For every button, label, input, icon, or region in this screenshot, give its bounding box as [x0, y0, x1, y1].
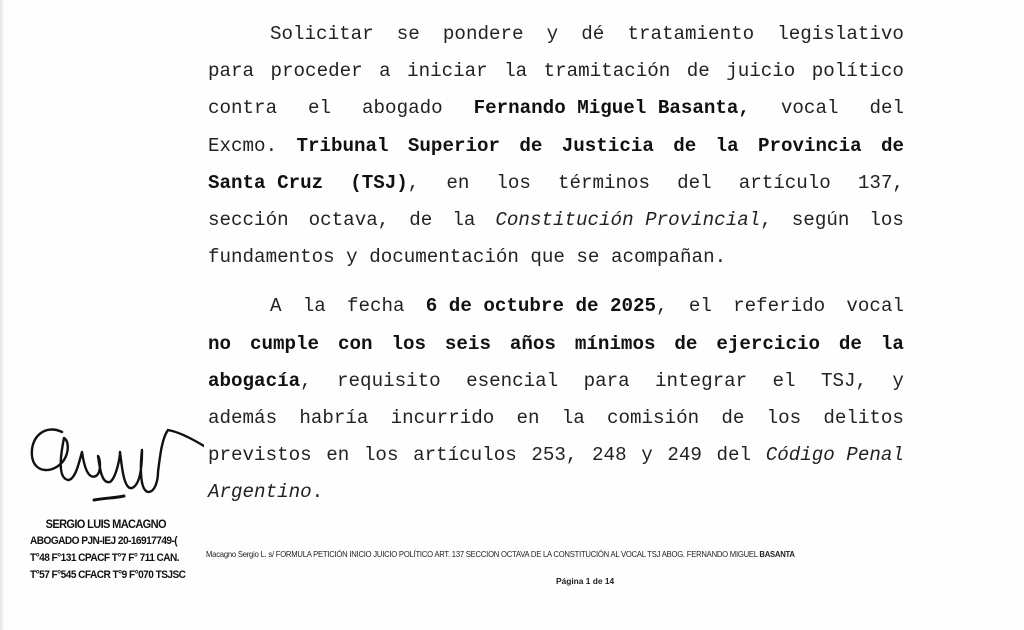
- lawyer-stamp: [30, 516, 185, 584]
- word: el: [308, 97, 332, 120]
- handwritten-signature-icon: [24, 418, 204, 518]
- word: esencial: [466, 369, 559, 392]
- word: requisito: [337, 369, 441, 392]
- word: fundamentos: [208, 246, 335, 269]
- paragraph-gap: [208, 276, 904, 288]
- word: los: [391, 332, 426, 355]
- word: 253,: [531, 444, 578, 467]
- word: sección: [208, 208, 289, 231]
- word: los: [869, 208, 904, 231]
- word: a: [379, 60, 391, 83]
- word: la: [504, 60, 528, 83]
- text-line: [208, 437, 904, 474]
- footer-title-text: Macagno Sergio L. s/ FORMULA PETICIÓN INICIO JUICIO POLÍTICO ART. 137 SECCION OCTAVA DE LA CONSTITUCIÓN AL VOCAL TSJ ABOG. FERNANDO MIGUEL: [206, 549, 760, 559]
- word: la: [880, 332, 904, 355]
- word: Superior: [407, 134, 501, 157]
- word: y: [346, 246, 358, 269]
- word: la: [302, 295, 326, 318]
- word: los: [766, 406, 802, 429]
- word: para: [583, 369, 630, 392]
- footer-title-bold: BASANTA: [759, 549, 795, 559]
- word: los: [363, 444, 399, 467]
- word: con: [337, 332, 373, 355]
- word: integrar: [655, 369, 748, 392]
- word: 137,: [857, 171, 904, 194]
- word: delitos: [823, 406, 904, 429]
- text-line: [208, 288, 904, 325]
- text-line: [208, 90, 904, 127]
- word: vocal: [780, 97, 839, 120]
- word: Fernando Miguel Basanta,: [473, 97, 750, 120]
- word: documentación: [369, 246, 519, 269]
- word: no: [208, 332, 232, 355]
- word: A: [270, 295, 282, 318]
- text-line: [208, 16, 904, 53]
- word: dé: [581, 23, 605, 45]
- text-line: [208, 202, 904, 239]
- word: para: [208, 60, 255, 83]
- word: proceder: [270, 60, 363, 83]
- word: comisión: [606, 406, 700, 429]
- word: referido: [733, 295, 826, 318]
- word: octava,: [308, 208, 390, 231]
- word: del: [677, 171, 712, 194]
- stamp-line: T°48 F°131 CPACF T°7 F° 711 CAN.: [30, 552, 180, 564]
- word: Código Penal: [765, 444, 904, 467]
- word: de: [519, 134, 543, 157]
- word: de: [880, 134, 904, 157]
- word: de: [674, 332, 698, 355]
- word: Solicitar: [270, 23, 374, 45]
- word: en: [516, 406, 540, 429]
- paragraph: [208, 288, 904, 511]
- word: y: [641, 444, 653, 467]
- word: Argentino.: [208, 481, 324, 504]
- word: pondere: [442, 23, 524, 45]
- page-edge-shadow: [0, 0, 4, 630]
- word: en: [326, 444, 350, 467]
- word: fecha: [346, 295, 405, 318]
- word: tramitación: [543, 60, 671, 83]
- word: (TSJ),: [350, 171, 420, 194]
- word: de: [673, 134, 697, 157]
- word: términos: [557, 171, 651, 194]
- word: Excmo.: [208, 134, 278, 157]
- word: de: [721, 406, 745, 429]
- word: el: [772, 369, 796, 392]
- word: la: [715, 134, 739, 157]
- text-line: [208, 128, 904, 165]
- document-body: [208, 16, 904, 511]
- word: artículo: [738, 171, 831, 194]
- word: 6 de octubre de 2025,: [425, 295, 668, 318]
- word: la: [561, 406, 585, 429]
- word: en: [446, 171, 470, 194]
- text-line: [208, 363, 904, 400]
- word: abogado: [362, 97, 443, 120]
- word: Tribunal: [296, 134, 389, 157]
- word: Justicia: [561, 134, 654, 157]
- word: de: [409, 208, 433, 231]
- text-line: [208, 326, 904, 363]
- word: además: [208, 406, 278, 429]
- word: juicio: [726, 60, 796, 83]
- paragraph: [208, 16, 904, 276]
- word: del: [869, 97, 904, 120]
- text-line: [208, 53, 904, 90]
- word: Constitución Provincial,: [495, 208, 772, 231]
- word: legislativo: [777, 23, 904, 45]
- word: contra: [208, 97, 278, 120]
- word: ejercicio: [716, 332, 820, 355]
- word: se: [576, 246, 600, 269]
- text-line: [208, 474, 904, 511]
- word: del: [716, 444, 752, 467]
- word: tratamiento: [627, 23, 755, 45]
- word: vocal: [846, 295, 904, 318]
- word: político: [811, 60, 904, 83]
- word: se: [396, 23, 420, 45]
- word: abogacía,: [208, 369, 312, 392]
- word: de: [686, 60, 710, 83]
- word: mínimos: [574, 332, 656, 355]
- stamp-line: ABOGADO PJN-IEJ 20-16917749-(: [30, 535, 178, 547]
- word: y: [546, 23, 559, 45]
- word: Provincia: [757, 134, 862, 157]
- word: Santa Cruz: [208, 171, 324, 194]
- word: iniciar: [407, 60, 488, 83]
- word: previstos: [208, 444, 312, 467]
- page-number: Página 1 de 14: [556, 576, 615, 586]
- stamp-line: T°57 F°545 CFACR T°9 F°070 TSJSC: [30, 569, 186, 581]
- word: seis: [444, 332, 491, 355]
- word: la: [452, 208, 476, 231]
- word: según: [791, 208, 850, 231]
- word: de: [838, 332, 862, 355]
- word: TSJ,: [820, 369, 868, 392]
- word: que: [530, 246, 565, 269]
- word: años: [509, 332, 556, 355]
- word: artículos: [413, 444, 517, 467]
- text-line: [208, 239, 904, 276]
- word: acompañan.: [610, 246, 727, 269]
- word: 248: [592, 444, 627, 467]
- text-line: [208, 400, 904, 437]
- text-line: [208, 165, 904, 202]
- word: incurrido: [390, 406, 495, 429]
- word: los: [496, 171, 531, 194]
- word: cumple: [249, 332, 320, 355]
- word: 249: [667, 444, 702, 467]
- footer-document-title: [206, 549, 795, 559]
- word: habría: [299, 406, 369, 429]
- lawyer-name: SERGIO LUIS MACAGNO: [45, 517, 166, 531]
- word: el: [688, 295, 712, 318]
- word: y: [892, 369, 904, 392]
